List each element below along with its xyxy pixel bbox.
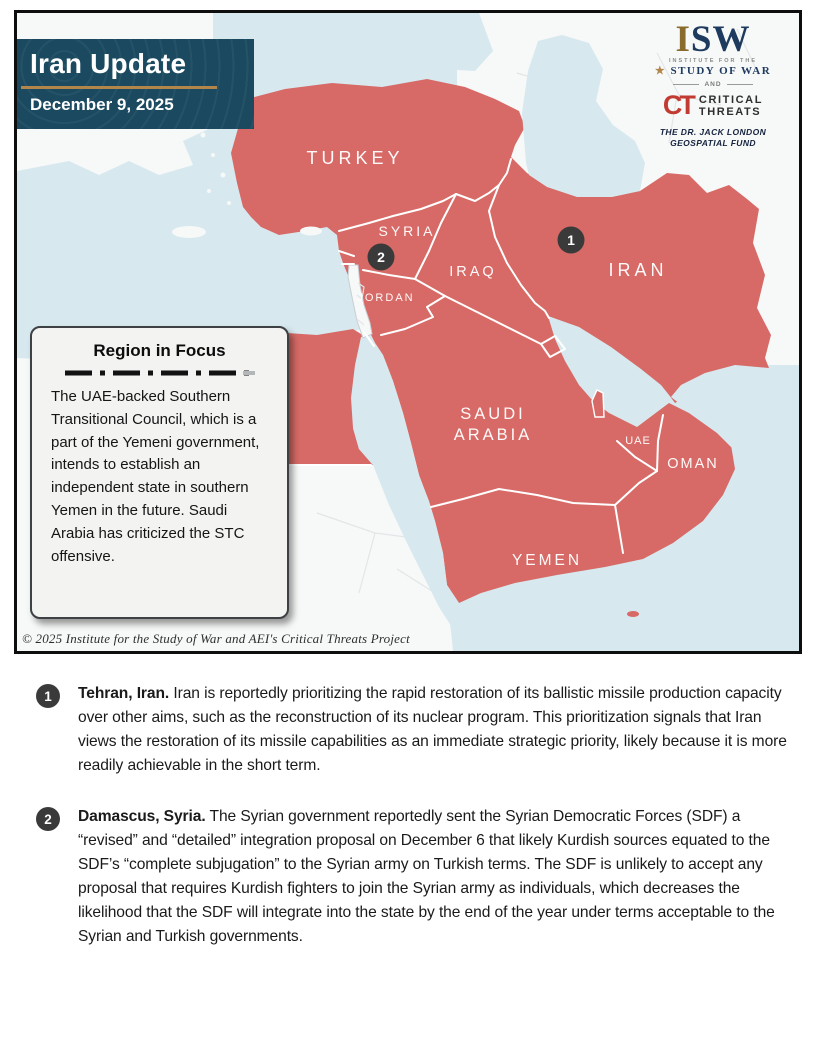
gold-rule xyxy=(21,86,217,89)
map-label-yemen: YEMEN xyxy=(511,552,583,569)
map-label-turkey: TURKEY xyxy=(306,148,404,168)
frontline-dash-symbol xyxy=(65,370,255,376)
note-item-1 xyxy=(36,682,794,778)
aegean-island xyxy=(211,153,215,157)
isw-institute-line: INSTITUTE FOR THE xyxy=(668,58,758,64)
star-icon: ★ xyxy=(654,65,667,77)
map-label-jordan: JORDAN xyxy=(357,292,415,304)
island-socotra xyxy=(627,611,639,617)
map-label-oman: OMAN xyxy=(667,456,719,472)
divider-line xyxy=(727,84,753,85)
region-in-focus-title: Region in Focus xyxy=(93,341,226,360)
aegean-island xyxy=(201,133,206,138)
ct-wordmark: CRITICAL THREATS xyxy=(698,93,764,118)
map-label-syria: SYRIA xyxy=(378,223,436,239)
region-in-focus-text: The UAE-backed Southern Transitional Council, which is a part of the Yemeni government, intends to establish an independent state in southern Yemen in the future. Saudi Arabia has criticized the STC offensive. xyxy=(51,388,260,565)
map-date: December 9, 2025 xyxy=(30,95,174,114)
note-marker-1: 1 xyxy=(36,684,60,708)
aegean-island xyxy=(227,201,231,205)
map-label-saudi-arabia-line1: SAUDI xyxy=(460,405,526,423)
map-label-saudi-arabia-line2: ARABIA xyxy=(453,426,533,444)
logo-stack xyxy=(635,19,791,149)
note-location: Tehran, Iran. xyxy=(78,685,170,702)
map-figure xyxy=(14,10,802,654)
note-item-2 xyxy=(36,805,794,949)
island-crete xyxy=(172,226,206,238)
note-marker-2: 2 xyxy=(36,807,60,831)
isw-logo xyxy=(635,19,791,60)
note-text: Damascus, Syria. The Syrian government reportedly sent the Syrian Democratic Forces (SDF) a “revised” and “detailed” integration proposal on December 6 that likely Kurdish sources equated to the SDF’s “complete subjugation” to the Syrian army on Turkish terms. The SDF is unlikely to accept any proposal that requires Kurdish fighters to join the Syrian army as individuals, which decreases the likelihood that the SDF will integrate into the state by the end of the year under terms acceptable to the Syrian and Turkish governments. xyxy=(78,808,775,945)
divider-line xyxy=(673,84,699,85)
map-copyright: © 2025 Institute for the Study of War and AEI's Critical Threats Project xyxy=(22,631,410,646)
island-cyprus xyxy=(300,227,322,236)
note-location: Damascus, Syria. xyxy=(78,808,206,825)
map-label-iran: IRAN xyxy=(608,260,668,280)
ct-monogram: CT xyxy=(662,90,693,120)
map-label-uae: UAE xyxy=(625,435,651,447)
region-in-focus-card xyxy=(30,326,289,619)
and-divider: AND xyxy=(635,81,791,88)
aegean-island xyxy=(221,173,226,178)
map-marker-number: 1 xyxy=(567,232,575,248)
map-title-card xyxy=(17,39,254,129)
isw-study-of-war-line: ★ STUDY OF WAR xyxy=(654,65,772,77)
critical-threats-logo xyxy=(635,90,791,121)
aegean-island xyxy=(207,189,211,193)
isw-sw: SW xyxy=(690,19,751,60)
isw-medal-i: I xyxy=(675,19,691,60)
note-text: Tehran, Iran. Iran is reportedly prioritizing the rapid restoration of its ballistic missile production capacity over other aims, such as the reconstruction of its nuclear program. This prioritization signals that Iran views the restoration of its missile capabilities as an immediate strategic priority, likely because it is more readily achievable in the short term. xyxy=(78,685,787,774)
map-marker-number: 2 xyxy=(377,249,385,265)
island-bahrain xyxy=(578,394,584,404)
map-title: Iran Update xyxy=(30,48,187,79)
geospatial-fund-credit: THE DR. JACK LONDON GEOSPATIAL FUND xyxy=(659,127,767,148)
map-label-iraq: IRAQ xyxy=(449,264,497,280)
analysis-notes xyxy=(36,682,794,949)
